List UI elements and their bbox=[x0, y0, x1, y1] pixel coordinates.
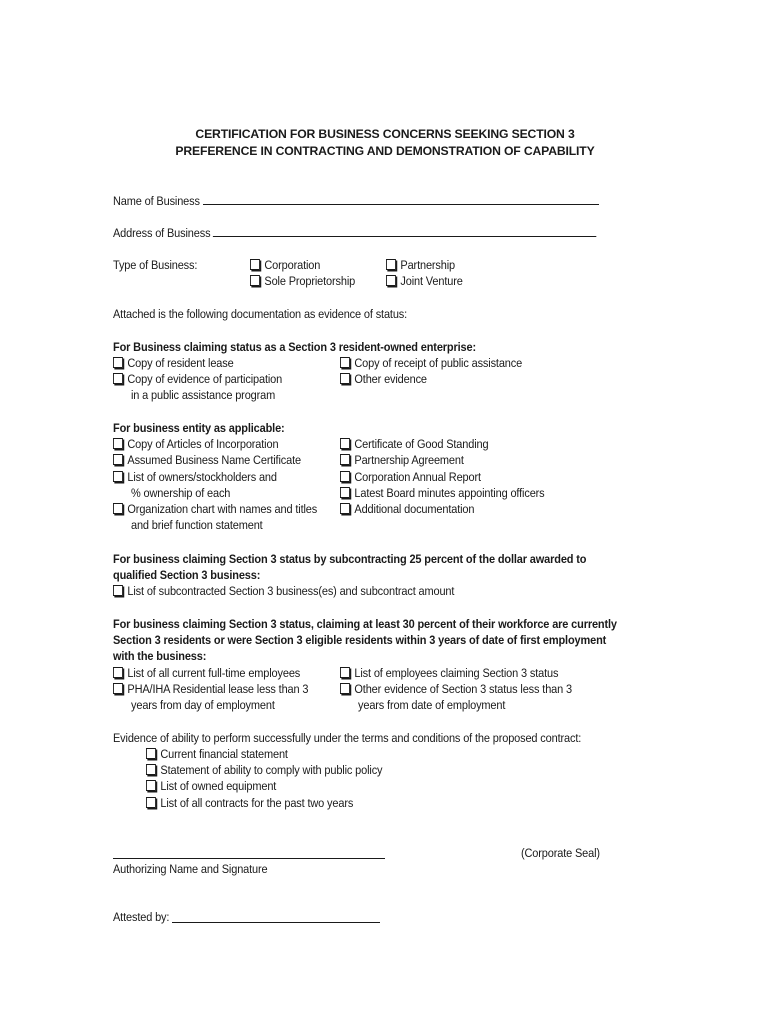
board-minutes-item[interactable] bbox=[340, 485, 545, 501]
other-evidence-label: Other evidence bbox=[354, 372, 427, 386]
checkbox-icon[interactable] bbox=[340, 503, 350, 514]
receipt-item[interactable] bbox=[340, 355, 522, 371]
corporate-seal-label: (Corporate Seal) bbox=[521, 846, 600, 860]
subcontracting-heading-line2: qualified Section 3 business: bbox=[113, 568, 261, 582]
type-corporation[interactable] bbox=[250, 257, 320, 273]
name-of-business-row bbox=[113, 192, 599, 209]
resident-owned-heading: For Business claiming status as a Section 3 resident-owned enterprise: bbox=[113, 340, 476, 354]
entity-heading: For business entity as applicable: bbox=[113, 421, 285, 435]
capability-item-label: List of all contracts for the past two years bbox=[160, 796, 354, 810]
checkbox-icon[interactable] bbox=[340, 487, 350, 498]
other-evidence-item[interactable] bbox=[340, 371, 427, 387]
checkbox-icon[interactable] bbox=[146, 748, 156, 759]
form-title-line1: CERTIFICATION FOR BUSINESS CONCERNS SEEKING SECTION 3 bbox=[195, 127, 575, 141]
good-standing-item[interactable] bbox=[340, 436, 488, 452]
type-partnership-label: Partnership bbox=[400, 258, 456, 272]
checkbox-icon[interactable] bbox=[340, 357, 350, 368]
checkbox-icon[interactable] bbox=[250, 259, 260, 270]
board-minutes-label: Latest Board minutes appointing officers bbox=[354, 486, 545, 500]
checkbox-icon[interactable] bbox=[340, 373, 350, 384]
type-joint-venture-label: Joint Venture bbox=[400, 274, 463, 288]
attested-by-label: Attested by: bbox=[113, 910, 170, 924]
capability-item-label: Statement of ability to comply with public policy bbox=[160, 763, 383, 777]
type-of-business-label: Type of Business: bbox=[113, 258, 198, 272]
capability-item-label: List of owned equipment bbox=[160, 779, 277, 793]
checkbox-icon[interactable] bbox=[386, 259, 396, 270]
participation-label-cont: in a public assistance program bbox=[131, 388, 276, 402]
resident-lease-label: Copy of resident lease bbox=[127, 356, 234, 370]
receipt-label: Copy of receipt of public assistance bbox=[354, 356, 523, 370]
checkbox-icon[interactable] bbox=[386, 275, 396, 286]
checkbox-icon[interactable] bbox=[250, 275, 260, 286]
type-sole-proprietorship-label: Sole Proprietorship bbox=[264, 274, 356, 288]
workforce-heading-line1: For business claiming Section 3 status, claiming at least 30 percent of their workforce are currently bbox=[113, 617, 617, 631]
annual-report-label: Corporation Annual Report bbox=[354, 470, 481, 484]
fulltime-employees-item[interactable] bbox=[113, 665, 300, 681]
checkbox-icon[interactable] bbox=[340, 471, 350, 482]
checkbox-icon[interactable] bbox=[113, 503, 123, 514]
owners-item[interactable] bbox=[113, 469, 277, 485]
articles-label: Copy of Articles of Incorporation bbox=[127, 437, 279, 451]
resident-lease-item[interactable] bbox=[113, 355, 234, 371]
additional-documentation-label: Additional documentation bbox=[354, 502, 475, 516]
type-partnership[interactable] bbox=[386, 257, 455, 273]
participation-item[interactable] bbox=[113, 371, 282, 387]
assumed-name-label: Assumed Business Name Certificate bbox=[127, 453, 301, 467]
annual-report-item[interactable] bbox=[340, 469, 481, 485]
checkbox-icon[interactable] bbox=[113, 585, 123, 596]
partnership-agreement-item[interactable] bbox=[340, 452, 464, 468]
type-corporation-label: Corporation bbox=[264, 258, 321, 272]
type-sole-proprietorship[interactable] bbox=[250, 273, 355, 289]
other-evidence-status-item[interactable] bbox=[340, 681, 572, 697]
form-title-line2: PREFERENCE IN CONTRACTING AND DEMONSTRATION OF CAPABILITY bbox=[175, 144, 595, 158]
capability-item[interactable] bbox=[146, 778, 276, 794]
attested-by-line[interactable] bbox=[172, 922, 380, 923]
org-chart-item[interactable] bbox=[113, 501, 317, 517]
participation-label: Copy of evidence of participation bbox=[127, 372, 283, 386]
employees-claiming-item[interactable] bbox=[340, 665, 558, 681]
residential-lease-label: PHA/IHA Residential lease less than 3 bbox=[127, 682, 309, 696]
name-of-business-field[interactable] bbox=[203, 192, 599, 205]
workforce-heading-line2: Section 3 residents or were Section 3 eligible residents within 3 years of date of first employment bbox=[113, 633, 607, 647]
employees-claiming-label: List of employees claiming Section 3 status bbox=[354, 666, 559, 680]
assumed-name-item[interactable] bbox=[113, 452, 301, 468]
capability-item-label: Current financial statement bbox=[160, 747, 288, 761]
checkbox-icon[interactable] bbox=[113, 683, 123, 694]
additional-documentation-item[interactable] bbox=[340, 501, 474, 517]
address-of-business-label: Address of Business bbox=[113, 226, 211, 240]
checkbox-icon[interactable] bbox=[113, 667, 123, 678]
articles-item[interactable] bbox=[113, 436, 278, 452]
owners-label: List of owners/stockholders and bbox=[127, 470, 277, 484]
checkbox-icon[interactable] bbox=[146, 780, 156, 791]
workforce-heading-line3: with the business: bbox=[113, 649, 207, 663]
partnership-agreement-label: Partnership Agreement bbox=[354, 453, 464, 467]
type-joint-venture[interactable] bbox=[386, 273, 463, 289]
attached-documentation-text: Attached is the following documentation as evidence of status: bbox=[113, 307, 408, 321]
subcontracted-list-label: List of subcontracted Section 3 business(es) and subcontract amount bbox=[127, 584, 455, 598]
checkbox-icon[interactable] bbox=[146, 764, 156, 775]
org-chart-label: Organization chart with names and titles bbox=[127, 502, 318, 516]
subcontracting-heading-line1: For business claiming Section 3 status by subcontracting 25 percent of the dollar awarded to bbox=[113, 552, 587, 566]
signature-label: Authorizing Name and Signature bbox=[113, 862, 268, 876]
address-of-business-row bbox=[113, 224, 597, 241]
checkbox-icon[interactable] bbox=[113, 357, 123, 368]
subcontracted-list-item[interactable] bbox=[113, 583, 454, 599]
name-of-business-label: Name of Business bbox=[113, 194, 200, 208]
good-standing-label: Certificate of Good Standing bbox=[354, 437, 489, 451]
capability-heading: Evidence of ability to perform successfully under the terms and conditions of the proposed contract: bbox=[113, 731, 582, 745]
checkbox-icon[interactable] bbox=[340, 667, 350, 678]
other-evidence-status-label-cont: years from date of employment bbox=[358, 698, 506, 712]
capability-item[interactable] bbox=[146, 746, 288, 762]
checkbox-icon[interactable] bbox=[340, 438, 350, 449]
checkbox-icon[interactable] bbox=[340, 454, 350, 465]
fulltime-employees-label: List of all current full-time employees bbox=[127, 666, 301, 680]
signature-line[interactable] bbox=[113, 858, 385, 859]
checkbox-icon[interactable] bbox=[113, 373, 123, 384]
address-of-business-field[interactable] bbox=[213, 224, 596, 237]
checkbox-icon[interactable] bbox=[340, 683, 350, 694]
checkbox-icon[interactable] bbox=[113, 438, 123, 449]
residential-lease-item[interactable] bbox=[113, 681, 308, 697]
org-chart-label-cont: and brief function statement bbox=[131, 518, 263, 532]
other-evidence-status-label: Other evidence of Section 3 status less than 3 bbox=[354, 682, 572, 696]
owners-label-cont: % ownership of each bbox=[131, 486, 231, 500]
capability-item[interactable] bbox=[146, 762, 382, 778]
capability-item[interactable] bbox=[146, 795, 353, 811]
checkbox-icon[interactable] bbox=[113, 454, 123, 465]
checkbox-icon[interactable] bbox=[113, 471, 123, 482]
checkbox-icon[interactable] bbox=[146, 797, 156, 808]
residential-lease-label-cont: years from day of employment bbox=[131, 698, 275, 712]
